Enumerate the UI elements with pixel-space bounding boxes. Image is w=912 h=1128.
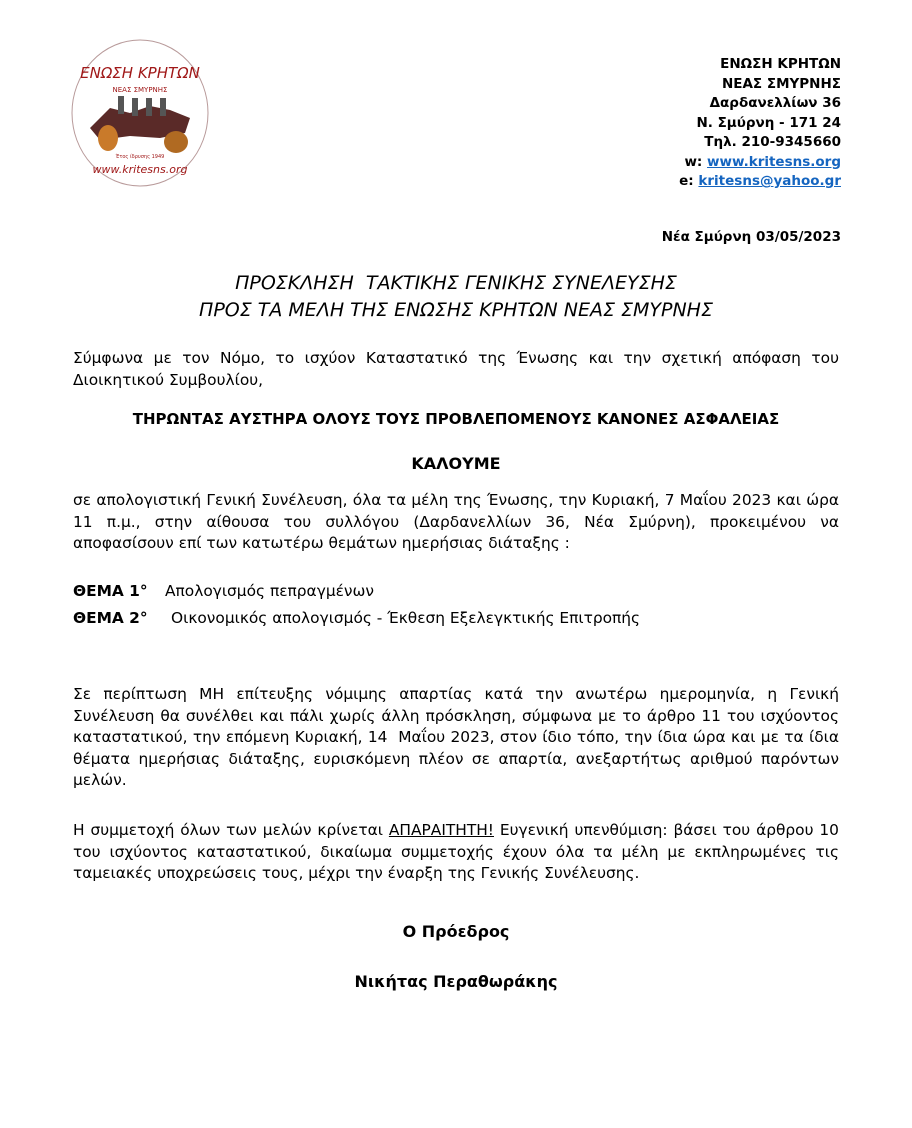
address: Δαρδανελλίων 36 — [709, 95, 841, 111]
quorum-paragraph: Σε περίπτωση ΜΗ επίτευξης νόμιμης απαρτίας κατά την ανωτέρω ημερομηνία, η Γενική Συνέλευση θα συνέλθει και πάλι χωρίς άλλη πρόσκληση, σύμφωνα με το άρθρο 11 του ισχύοντος καταστατικού, την επόμενη Κυριακή, 14 Μαΐου 2023, στον ίδιο τόπο, την ίδια ώρα και με τα ίδια θέματα ημερήσιας διάταξης, ευρισκόμενη πλέον σε απαρτία, ανεξαρτήτως αριθμού παρόντων μελών. — [73, 685, 844, 790]
signature-name: Νικήτας Περαθωράκης — [354, 972, 558, 991]
web-label: w: — [684, 153, 708, 170]
agenda-item-text: Οικονομικός απολογισμός - Έκθεση Εξελεγκτικής Επιτροπής — [171, 609, 641, 627]
intro-paragraph: Σύμφωνα με τον Νόμο, το ισχύον Καταστατικό της Ένωσης και την σχετική απόφαση του Διοικητικού Συμβουλίου, — [73, 349, 839, 389]
website-link[interactable]: www.kritesns.org — [707, 153, 841, 170]
agenda-item-1 — [73, 582, 374, 600]
participation-paragraph — [73, 820, 839, 885]
logo-founded: Έτος ίδρυσης 1949 — [115, 154, 165, 160]
participation-reminder: Ευγενική υπενθύμιση: βάσει του άρθρου 10 του ισχύοντος καταστατικού, δικαίωμα συμμετοχής έχουν όλα τα μέλη με εκπληρωμένες τις ταμειακές υποχρεώσεις τους, μέχρι την έναρξη της Γενικής Συνέλευσης. — [73, 821, 839, 883]
logo-url: www.kritesns.org — [92, 163, 188, 176]
logo-subtitle: ΝΕΑΣ ΣΜΥΡΝΗΣ — [112, 86, 168, 94]
title-line-2: ΠΡΟΣ ΤΑ ΜΕΛΗ ΤΗΣ ΕΝΩΣΗΣ ΚΡΗΤΩΝ ΝΕΑΣ ΣΜΥΡΝΗΣ — [199, 299, 713, 321]
agenda-item-text: Απολογισμός πεπραγμένων — [165, 582, 375, 600]
agenda-item-2 — [73, 609, 640, 627]
safety-notice: ΤΗΡΩΝΤΑΣ ΑΥΣΤΗΡΑ ΟΛΟΥΣ ΤΟΥΣ ΠΡΟΒΛΕΠΟΜΕΝΟΥΣ ΚΑΝΟΝΕΣ ΑΣΦΑΛΕΙΑΣ — [132, 410, 780, 428]
phone: Τηλ. 210-9345660 — [704, 134, 841, 150]
participation-emphasis: ΑΠΑΡΑΙΤΗΤΗ! — [388, 821, 494, 839]
lute-icon — [164, 131, 188, 153]
contact-block — [679, 55, 841, 192]
lyra-icon — [98, 125, 118, 151]
call-heading: ΚΑΛΟΥΜΕ — [411, 454, 501, 473]
org-location: ΝΕΑΣ ΣΜΥΡΝΗΣ — [721, 75, 841, 92]
title-line-1: ΠΡΟΣΚΛΗΣΗ ΤΑΚΤΙΚΗΣ ΓΕΝΙΚΗΣ ΣΥΝΕΛΕΥΣΗΣ — [235, 272, 677, 294]
signature-role: Ο Πρόεδρος — [402, 922, 510, 941]
call-paragraph: σε απολογιστική Γενική Συνέλευση, όλα τα μέλη της Ένωσης, την Κυριακή, 7 Μαΐου 2023 και ώρα 11 π.μ., στην αίθουσα του συλλόγου (Δαρδανελλίων 36, Νέα Σμύρνη), προκειμένου να αποφασίσουν επί των κατωτέρω θεμάτων ημερήσιας διάταξης : — [73, 491, 839, 553]
document-title — [0, 270, 912, 324]
email-link[interactable]: kritesns@yahoo.gr — [698, 173, 841, 189]
email-label: e: — [679, 173, 699, 189]
logo — [70, 38, 210, 188]
agenda-item-label: ΘΕΜΑ 1° — [73, 582, 148, 600]
logo-title: ΕΝΩΣΗ ΚΡΗΤΩΝ — [80, 64, 200, 82]
agenda-item-label: ΘΕΜΑ 2° — [73, 609, 148, 627]
date: Νέα Σμύρνη 03/05/2023 — [661, 229, 841, 245]
participation-text: Η συμμετοχή όλων των μελών κρίνεται — [73, 821, 389, 839]
org-name: ΕΝΩΣΗ ΚΡΗΤΩΝ — [720, 56, 841, 72]
city: Ν. Σμύρνη - 171 24 — [696, 114, 841, 131]
